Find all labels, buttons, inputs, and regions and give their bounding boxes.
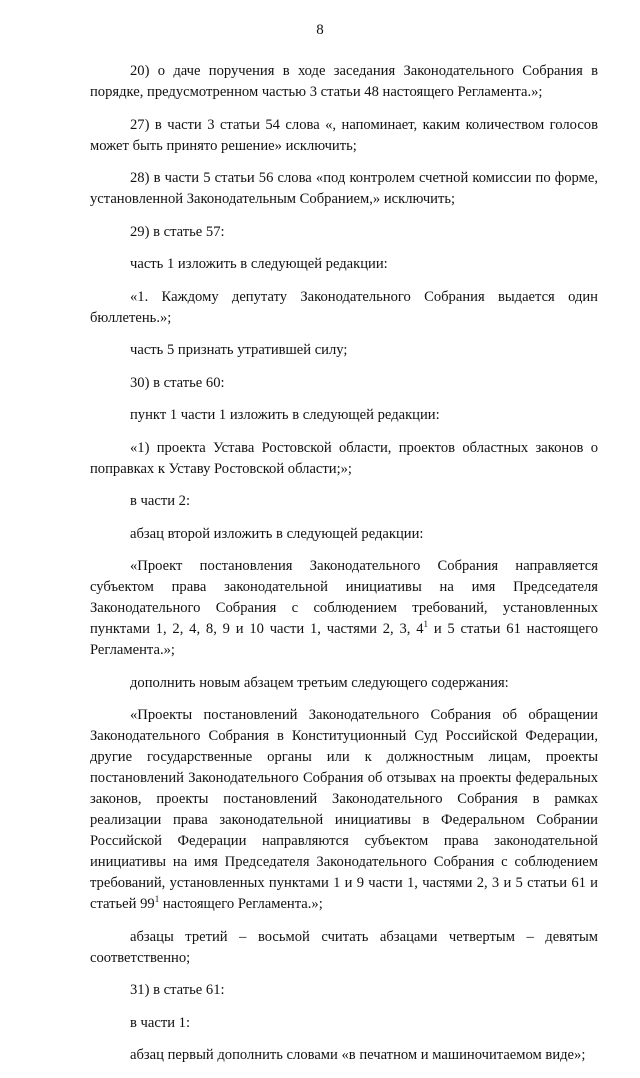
paragraph-abzac3-instruction: дополнить новым абзацем третьим следующего содержания: <box>130 674 509 691</box>
page-number: 8 <box>316 22 324 38</box>
paragraph-item-30: 30) в статье 60: <box>130 374 225 391</box>
paragraph-abzac1-addition: абзац первый дополнить словами «в печатном и машиночитаемом виде»; <box>130 1047 586 1063</box>
superscript: 1 <box>423 619 429 630</box>
paragraph-renumber: абзацы третий – восьмой считать абзацами четвертым – девятым соответственно; <box>90 928 598 966</box>
paragraph-point1-instruction: пункт 1 части 1 изложить в следующей редакции: <box>130 407 440 423</box>
paragraph-part2: в части 2: <box>130 493 191 509</box>
paragraph-part1-instruction: часть 1 изложить в следующей редакции: <box>130 256 388 272</box>
paragraph-part5-repeal: часть 5 признать утратившей силу; <box>130 342 348 358</box>
paragraph-part1-text: «1. Каждому депутату Законодательного Собрания выдается один бюллетень.»; <box>90 288 598 326</box>
paragraph-item-28: 28) в части 5 статьи 56 слова «под контролем счетной комиссии по форме, установленной Законодательным Собранием,» исключить; <box>90 170 598 207</box>
paragraph-abzac2-instruction: абзац второй изложить в следующей редакции: <box>130 525 424 542</box>
superscript: 1 <box>154 894 160 905</box>
paragraph-abzac2-text-b: и 5 статьи 61 настоящего Регламента.»; <box>90 621 598 658</box>
paragraph-abzac2-text <box>90 556 598 661</box>
paragraph-item-20: 20) о даче поручения в ходе заседания Законодательного Собрания в порядке, предусмотренном частью 3 статьи 48 настоящего Регламента.»; <box>90 63 598 100</box>
document-body <box>90 61 598 1078</box>
paragraph-abzac3-text-a: «Проекты постановлений Законодательного Собрания об обращении Законодательного Собрания в Конституционный Суд Российской Федерации, другие государственные органы или к должностным лицам, проекты постановлений Законодательного Собрания об отзывах на проекты федеральных законов, проекты постановлений Законодательного Собрания в рамках реализации права законодательной инициативы в Федеральном Собрании Российской Федерации направляются субъектом права законодательной инициативы на имя Председателя Законодательного Собрания с соблюдением требований, установленных пунктами 1 и 9 части 1, частями 2, 3 и 5 статьи 61 и статьей 99 <box>90 707 598 912</box>
paragraph-item-27: 27) в части 3 статьи 54 слова «, напоминает, каким количеством голосов может быть принято решение» исключить; <box>90 116 598 154</box>
paragraph-abzac3-text-b: настоящего Регламента.»; <box>159 896 323 912</box>
paragraph-part1-of-61: в части 1: <box>130 1014 191 1031</box>
paragraph-point1-text: «1) проекта Устава Ростовской области, проектов областных законов о поправках к Уставу Ростовской области;»; <box>90 439 598 477</box>
paragraph-abzac2-text-a: «Проект постановления Законодательного Собрания направляется субъектом права законодательной инициативы на имя Председателя Законодательного Собрания с соблюдением требований, установленных пунктами 1, 2, 4, 8, 9 и 10 части 1, частями 2, 3, 4 <box>90 558 598 637</box>
paragraph-abzac3-text <box>90 705 598 915</box>
paragraph-item-31: 31) в статье 61: <box>130 982 225 998</box>
paragraph-item-29: 29) в статье 57: <box>130 223 225 240</box>
